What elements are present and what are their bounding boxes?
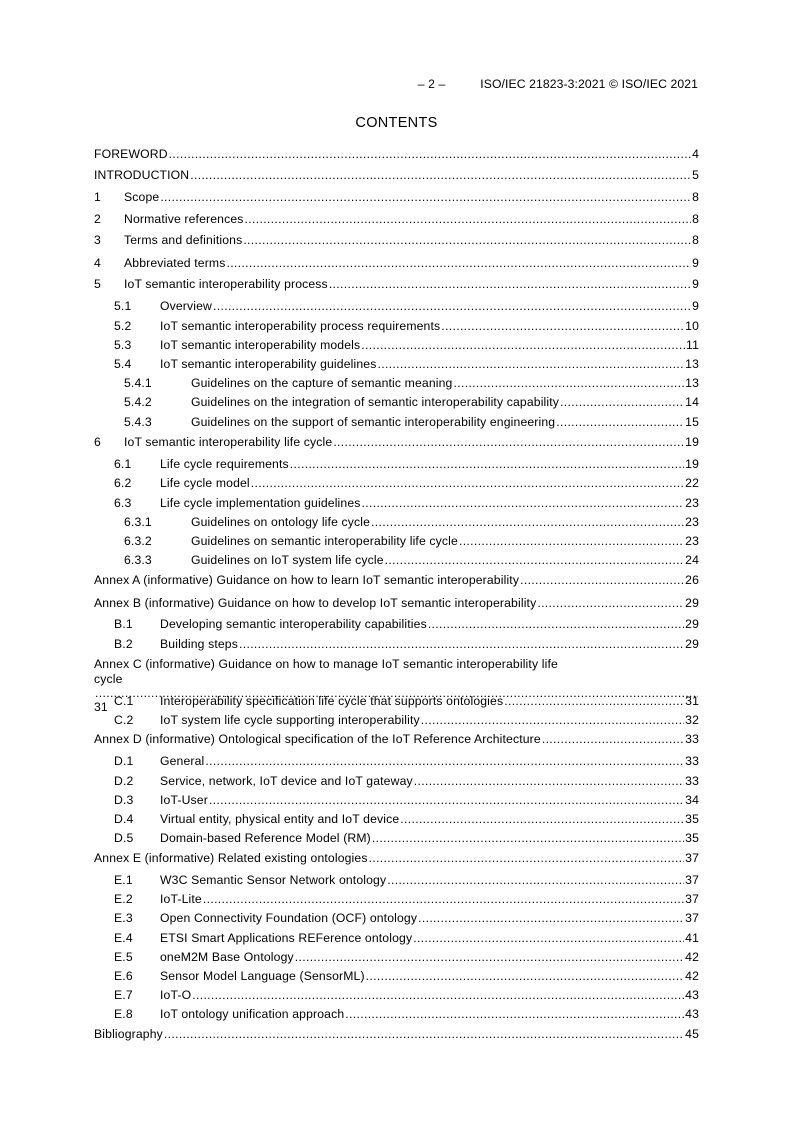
toc-entry-number: 6.3.3: [124, 553, 152, 567]
toc-entry[interactable]: [114, 356, 699, 371]
toc-entry-page: 43: [685, 1007, 699, 1021]
toc-leader: [372, 831, 684, 845]
toc-entry-title: IoT system life cycle supporting interoperability: [160, 713, 420, 727]
toc-leader: [190, 168, 691, 182]
toc-entry[interactable]: [114, 475, 699, 490]
toc-leader: [428, 617, 684, 631]
toc-entry-title: Service, network, IoT device and IoT gateway: [160, 774, 413, 788]
toc-entry-number: E.5: [114, 950, 133, 964]
toc-entry-number: E.7: [114, 988, 133, 1002]
toc-entry-title: Guidelines on IoT system life cycle: [191, 553, 384, 567]
toc-entry-page: 37: [685, 851, 699, 865]
toc-entry-page: 33: [685, 754, 699, 768]
toc-leader: [251, 476, 684, 490]
toc-leader: [537, 596, 684, 610]
toc-entry-title: IoT semantic interoperability process: [124, 277, 328, 291]
toc-entry[interactable]: [94, 434, 699, 449]
toc-leader: [361, 338, 685, 352]
toc-entry-page: 9: [692, 256, 699, 270]
toc-entry-title: Abbreviated terms: [124, 256, 226, 270]
toc-leader: [245, 212, 692, 226]
toc-leader: [387, 873, 684, 887]
toc-leader: [295, 950, 684, 964]
toc-leader: [160, 190, 691, 204]
toc-leader: [203, 892, 684, 906]
toc-entry-number: 6.1: [114, 457, 132, 471]
toc-entry-title-continued: cycle: [94, 672, 123, 686]
toc-leader: [243, 233, 691, 247]
toc-entry[interactable]: [114, 968, 699, 983]
toc-entry-title: Annex E (informative) Related existing ontologies: [94, 851, 368, 865]
toc-entry-number: D.4: [114, 812, 134, 826]
toc-entry-page: 13: [685, 357, 699, 371]
toc-entry-number: E.8: [114, 1007, 133, 1021]
toc-entry-page: 19: [685, 435, 699, 449]
toc-leader: [400, 812, 684, 826]
toc-entry-title: Domain-based Reference Model (RM): [160, 831, 371, 845]
toc-entry-title: IoT semantic interoperability process requirements: [160, 319, 441, 333]
toc-entry-page: 8: [692, 190, 699, 204]
toc-entry[interactable]: [94, 276, 699, 291]
toc-entry-number: 6.3: [114, 496, 132, 510]
toc-entry-title: IoT-O: [160, 988, 192, 1002]
toc-entry-page: 35: [685, 812, 699, 826]
toc-entry[interactable]: [124, 394, 699, 409]
toc-entry[interactable]: [114, 830, 699, 845]
toc-entry-page: 19: [685, 457, 699, 471]
toc-entry[interactable]: [124, 414, 699, 429]
toc-entry-title: Annex C (informative) Guidance on how to manage IoT semantic interoperability life: [94, 657, 558, 671]
toc-entry[interactable]: [114, 712, 699, 727]
toc-entry-title: General: [160, 754, 205, 768]
toc-entry-number: 5.4.1: [124, 376, 152, 390]
toc-entry-title: IoT semantic interoperability life cycle: [124, 435, 333, 449]
toc-entry-number: 5.4.3: [124, 415, 152, 429]
toc-entry-number: 4: [94, 256, 101, 270]
toc-entry-page: 33: [685, 774, 699, 788]
toc-entry-number: 5.1: [114, 299, 132, 313]
toc-entry-page: 42: [685, 969, 699, 983]
toc-entry-title: Open Connectivity Foundation (OCF) ontology: [160, 911, 418, 925]
toc-entry-annex-b[interactable]: [94, 595, 699, 610]
toc-entry[interactable]: [114, 318, 699, 333]
toc-entry-number: 5: [94, 277, 101, 291]
page-title: CONTENTS: [355, 115, 438, 131]
toc-entry-title: Life cycle implementation guidelines: [160, 496, 361, 510]
toc-entry-page: 23: [685, 496, 699, 510]
toc-entry-title: FOREWORD: [94, 147, 168, 161]
toc-entry[interactable]: [114, 337, 699, 352]
toc-entry-title: Guidelines on the capture of semantic meaning: [191, 376, 453, 390]
page-header: [418, 77, 698, 91]
toc-entry[interactable]: [94, 232, 699, 247]
toc-entry-page: 29: [685, 617, 699, 631]
toc-entry[interactable]: [114, 792, 699, 807]
toc-leader: [239, 637, 684, 651]
toc-entry[interactable]: [94, 211, 699, 226]
toc-entry[interactable]: [94, 167, 699, 182]
toc-entry-title: Scope: [124, 190, 160, 204]
toc-leader: [454, 376, 685, 390]
toc-entry-title: Guidelines on ontology life cycle: [191, 515, 371, 529]
toc-entry[interactable]: [114, 773, 699, 788]
toc-entry-title: Guidelines on the support of semantic interoperability engineering: [191, 415, 556, 429]
toc-leader: [329, 277, 691, 291]
toc-entry-page: 33: [685, 732, 699, 746]
toc-leader: [421, 713, 684, 727]
toc-leader: [226, 256, 691, 270]
toc-entry-title: IoT-User: [160, 793, 208, 807]
toc-leader: [164, 1027, 684, 1041]
toc-entry-title: Guidelines on the integration of semantic interoperability capability: [191, 395, 560, 409]
toc-leader: [371, 515, 684, 529]
toc-entry[interactable]: [114, 811, 699, 826]
toc-entry[interactable]: [94, 189, 699, 204]
toc-leader: [413, 931, 684, 945]
toc-entry[interactable]: [114, 910, 699, 925]
toc-entry-page: 37: [685, 892, 699, 906]
page-number: – 2 –: [417, 77, 446, 91]
toc-entry-title: Sensor Model Language (SensorML): [160, 969, 365, 983]
toc-entry-bibliography[interactable]: [94, 1026, 699, 1041]
toc-leader: [441, 319, 684, 333]
toc-entry[interactable]: [114, 616, 699, 631]
toc-entry-title: Life cycle model: [160, 476, 250, 490]
toc-entry[interactable]: [124, 533, 699, 548]
toc-entry-number: E.2: [114, 892, 133, 906]
toc-entry-page: 32: [685, 713, 699, 727]
toc-entry-page: 37: [685, 873, 699, 887]
toc-entry-title: W3C Semantic Sensor Network ontology: [160, 873, 387, 887]
toc-entry-page: 8: [692, 212, 699, 226]
toc-entry-title: Overview: [160, 299, 212, 313]
toc-entry-page: 9: [692, 277, 699, 291]
toc-entry-number: E.1: [114, 873, 133, 887]
toc-entry[interactable]: [114, 930, 699, 945]
toc-entry-number: 5.3: [114, 338, 132, 352]
toc-entry-page: 11: [686, 338, 699, 352]
toc-entry-number: B.2: [114, 637, 133, 651]
toc-entry-title: ETSI Smart Applications REFerence ontology: [160, 931, 413, 945]
toc-entry-title: Normative references: [124, 212, 244, 226]
toc-leader: [459, 534, 684, 548]
toc-entry-number: C.1: [114, 694, 134, 708]
toc-entry-number: 5.4: [114, 357, 132, 371]
toc-entry-page: 22: [685, 476, 699, 490]
toc-leader: [377, 357, 684, 371]
toc-entry-annex-e[interactable]: [94, 850, 699, 865]
toc-entry-page: 9: [692, 299, 699, 313]
toc-leader: [333, 435, 684, 449]
toc-entry-number: D.3: [114, 793, 134, 807]
toc-leader: [556, 415, 684, 429]
toc-leader: [366, 969, 684, 983]
toc-leader: [520, 573, 684, 587]
toc-entry-number: D.1: [114, 754, 134, 768]
toc-leader: [542, 732, 684, 746]
toc-leader: [560, 395, 684, 409]
toc-entry-number: 6.3.1: [124, 515, 152, 529]
toc-entry-page: 45: [685, 1027, 699, 1041]
toc-leader: [362, 496, 685, 510]
toc-entry-title: INTRODUCTION: [94, 168, 190, 182]
toc-entry-page: 43: [685, 988, 699, 1002]
toc-entry-title: Terms and definitions: [124, 233, 243, 247]
toc-entry-annex-a[interactable]: [94, 572, 699, 587]
toc-entry-page: 31: [94, 700, 108, 714]
toc-entry-number: 6.3.2: [124, 534, 152, 548]
toc-entry[interactable]: [94, 146, 699, 161]
toc-entry-page: 23: [685, 534, 699, 548]
toc-entry-title: Building steps: [160, 637, 238, 651]
toc-entry-page: 10: [685, 319, 699, 333]
toc-entry-number: B.1: [114, 617, 133, 631]
toc-entry-number: D.2: [114, 774, 134, 788]
toc-entry-page: 15: [685, 415, 699, 429]
toc-entry-page: 23: [685, 515, 699, 529]
toc-leader: [345, 1007, 684, 1021]
toc-entry-number: 6: [94, 435, 101, 449]
toc-entry-page: 29: [685, 637, 699, 651]
toc-entry[interactable]: [114, 636, 699, 651]
toc-leader: [192, 988, 684, 1002]
toc-entry[interactable]: [114, 872, 699, 887]
toc-entry-number: 6.2: [114, 476, 132, 490]
toc-leader: [418, 911, 684, 925]
toc-entry-page: 41: [685, 931, 699, 945]
toc-entry[interactable]: [114, 693, 699, 708]
toc-entry-title: IoT semantic interoperability models: [160, 338, 361, 352]
toc-entry[interactable]: [124, 552, 699, 567]
toc-entry-number: 1: [94, 190, 101, 204]
toc-entry[interactable]: [114, 987, 699, 1002]
toc-entry-page: 42: [685, 950, 699, 964]
toc-leader: [504, 694, 684, 708]
toc-leader: [369, 851, 685, 865]
toc-entry[interactable]: [94, 255, 699, 270]
toc-entry-page: 26: [685, 573, 699, 587]
toc-entry[interactable]: [124, 375, 699, 390]
toc-entry-title: Virtual entity, physical entity and IoT device: [160, 812, 400, 826]
toc-entry-page: 24: [685, 553, 699, 567]
toc-entry[interactable]: [124, 514, 699, 529]
toc-entry-title: IoT ontology unification approach: [160, 1007, 345, 1021]
toc-entry-title: Annex D (informative) Ontological specification of the IoT Reference Architecture: [94, 732, 541, 746]
toc-entry[interactable]: [114, 891, 699, 906]
toc-entry[interactable]: [114, 753, 699, 768]
toc-entry-page: 35: [685, 831, 699, 845]
toc-entry-page: 31: [685, 694, 699, 708]
toc-entry-number: 5.2: [114, 319, 132, 333]
toc-entry-title: IoT-Lite: [160, 892, 202, 906]
toc-entry-number: 2: [94, 212, 101, 226]
toc-leader: [169, 147, 691, 161]
toc-leader: [290, 457, 684, 471]
toc-entry-number: 5.4.2: [124, 395, 152, 409]
toc-entry-title: oneM2M Base Ontology: [160, 950, 294, 964]
toc-entry-title: Life cycle requirements: [160, 457, 289, 471]
toc-leader: [414, 774, 684, 788]
toc-entry-number: E.6: [114, 969, 133, 983]
document-reference: ISO/IEC 21823-3:2021 © ISO/IEC 2021: [480, 77, 698, 91]
toc-entry-page: 8: [692, 233, 699, 247]
toc-entry-page: 4: [692, 147, 699, 161]
toc-entry-page: 34: [685, 793, 699, 807]
toc-entry[interactable]: [114, 1006, 699, 1021]
toc-leader: [385, 553, 684, 567]
toc-entry-title: Annex B (informative) Guidance on how to develop IoT semantic interoperability: [94, 596, 537, 610]
toc-entry[interactable]: [114, 949, 699, 964]
toc-entry-number: C.2: [114, 713, 134, 727]
toc-entry-number: D.5: [114, 831, 134, 845]
toc-entry[interactable]: [114, 456, 699, 471]
toc-entry-title: Interoperability specification life cycle that supports ontologies: [160, 694, 504, 708]
toc-entry-title: Bibliography: [94, 1027, 163, 1041]
toc-entry[interactable]: [114, 298, 699, 313]
toc-entry-page: 5: [692, 168, 699, 182]
toc-leader: [213, 299, 691, 313]
toc-entry-number: E.4: [114, 931, 133, 945]
toc-entry-title: IoT semantic interoperability guidelines: [160, 357, 377, 371]
toc-leader: [209, 793, 684, 807]
toc-entry-page: 37: [685, 911, 699, 925]
toc-entry-page: 14: [685, 395, 699, 409]
toc-entry-title: Guidelines on semantic interoperability life cycle: [191, 534, 458, 548]
toc-leader: [205, 754, 684, 768]
toc-entry-page: 29: [685, 596, 699, 610]
toc-entry-number: 3: [94, 233, 101, 247]
toc-entry-page: 13: [685, 376, 699, 390]
toc-entry-annex-d[interactable]: [94, 731, 699, 746]
toc-entry-number: E.3: [114, 911, 133, 925]
toc-entry[interactable]: [114, 495, 699, 510]
toc-entry-title: Annex A (informative) Guidance on how to learn IoT semantic interoperability: [94, 573, 520, 587]
toc-entry-title: Developing semantic interoperability capabilities: [160, 617, 427, 631]
